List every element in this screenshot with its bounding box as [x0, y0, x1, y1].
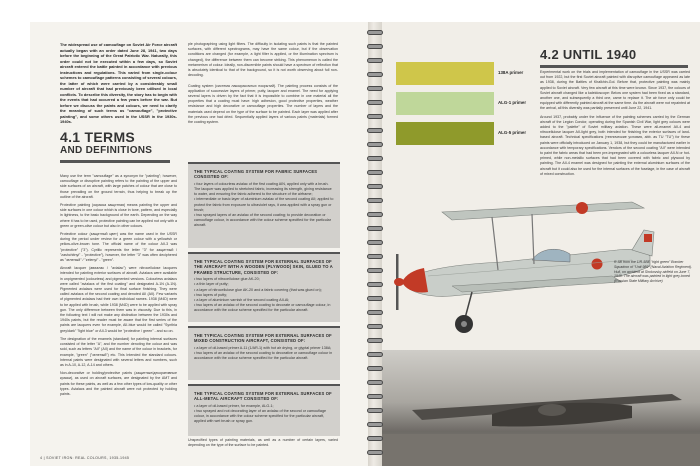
wing-strut — [492, 217, 498, 270]
coating-panel-wooden — [188, 252, 340, 322]
swatch-alg1 — [396, 92, 494, 115]
left-page — [30, 22, 368, 466]
left-column-body — [60, 174, 177, 459]
ring — [367, 128, 383, 133]
ring — [367, 436, 383, 441]
ring — [367, 282, 383, 287]
heading-line-1: 4.1 TERMS — [60, 129, 136, 145]
ring — [367, 268, 383, 273]
paragraph: Aircraft lacquer (авиалак / "avialac") were nitrocellulose lacquers intended for painting exterior surfaces of aircraft. Avialacs were available in unpigmented (colourless) and pigmented versions. Colourless avialacs were called "avialacs of the first coating" and designated A-1N (A-1N). Pigmented avialacs were used for final surface finishing. They were called avialacs of the second coating and denoted AII (AII). Few variants of pigmented avialacs had their own individual names. 1938 (M4D) were to be applied with brush, while 1938 (M4D) were to be applied with spray gun. The only difference between them was in viscosity. Due to this, in the following text I will not make any distinction between the 1930s and 1940s paints, but the reader must be aware that the first series of the paints are lacquers even for example, AII-blue would be called "Synthia grey/dark" "light blue" or AII-3 would be "protective / green" - and so on. — [60, 266, 177, 333]
photo-caption: R-5B from the 1/R-5BE "right green" Bomber Squadron of "Unit 989" (Naval Aviation Regiment). Hull, on accident at Shokovsky airfield on June 7, 1940. The aircraft was painted in light grey-toned (Russian State Military Archive) — [614, 260, 692, 284]
heading: 4.2 UNTIL 1940 — [540, 47, 637, 62]
right-page — [382, 22, 700, 466]
ring — [367, 184, 383, 189]
page-footer: 4 | SOVIET IRON: REAL COLOURS, 1935-1945 — [40, 456, 130, 460]
paragraph: Around 1937, probably under the influence of the painting schemes carried by the German aircraft of the Legion Condor, operating during the Spanish Civil War, light grey colours were added to the "palette" of Soviet military aviation. These were all-enamel AII-4 and nitrocellulose lacquer AII-light grey, both intended for finishing the exterior surfaces of land-based aircraft. Technical specifications (технические условия, abb. as TU "TU") for these paints were officially introduced on January 1, 1938, but they could be manufactured earlier in accordance with temporary specifications. Vendors of the second coating "AII" were intended to paint the fabric areas that had been pre-impregnated with a colourless lacquer AII-N or hot-primed, while non-metallic surfaces that had been covered with fabric and plywood by painting. The AII-4 enamel was designed for painting the external aluminium surfaces of the aircraft but it could also be used for the internal surfaces of the fuselage, in the case of aircraft of mixed construction. — [540, 114, 690, 176]
spinner — [394, 278, 404, 286]
ring — [367, 170, 383, 175]
ring — [367, 380, 383, 385]
swatch-alg5 — [396, 122, 494, 145]
fuselage-star — [592, 259, 603, 270]
ring — [367, 100, 383, 105]
coating-panel-fabric — [188, 162, 340, 248]
star-insignia — [576, 202, 588, 214]
ring — [367, 296, 383, 301]
panel-title: THE TYPICAL COATING SYSTEM FOR FABRIC SURFACES CONSISTED OF: — [194, 169, 318, 180]
paragraph: Many use the term "camouflage" as a synonym for "painting"; however, camouflage or disruptive painting refers to the painting of the upper and side surfaces of an aircraft, with large patches of colour that are close to those prevailing on the ground terrain, thus helping to break up the outline of the aircraft. — [60, 174, 177, 199]
ring — [367, 408, 383, 413]
heading-rule — [60, 160, 170, 163]
ring — [367, 366, 383, 371]
ring — [367, 114, 383, 119]
swatch-138a — [396, 62, 494, 85]
cockpit-canopy — [532, 249, 570, 262]
wing-strut — [532, 214, 534, 264]
heading-rule — [540, 65, 688, 68]
panel-title: THE TYPICAL COATING SYSTEM FOR EXTERNAL SURFACES OF MIXED CONSTRUCTION AIRCRAFT, CONSISTED OF: — [194, 333, 332, 344]
right-column-top-text: ple photographing using light filters. The difficulty in isolating such paints is that the painted surfaces, with different spectrograms, may have the same colour, but if the observation conditions are changed (for example, a light filter is applied, or the illumination spectrum is changed), the difference between them can become striking. This phenomenon is called the metamerism of colour. Ideally, non-discernible paints should have a spectrum of reflection that is absolutely identical to that of the background, so it is not worth observing about full non-decoding. Coating system (система лакокрасочных покрытий). The painting process consists of the application of successive layers of primer, putty, lacquer and enamel. The need for applying several layers is driven by the fact that it is impossible to combine in one material all the properties that a coating must have: high adhesion, good protective properties, weather resistance and high decorative or camouflage properties. The number of layers and the materials used depend on the type of the surface to be painted. Each layer was applied after the previous one had dried. Sequentially applied layers of various paints (materials) formed the coating system. — [188, 42, 338, 125]
ring — [367, 72, 383, 77]
ring — [367, 422, 383, 427]
ring — [367, 450, 383, 455]
ring — [367, 310, 383, 315]
ring — [367, 198, 383, 203]
wheel-hub — [461, 321, 467, 327]
panel-body: • a layer of oil-based primer, for example, ALG-1; • two sprayed and not decorating layer of an avialac of the second or camouflage colour, in accordance with the colour scheme specified for the particular aircraft, applied with wet brush or spray gun. — [194, 403, 327, 424]
fuselage-shape — [402, 249, 650, 296]
paragraph: Protective colour (защитный цвет) was the name used in the USSR during the period under review for a green colour with a yellowish or yellow-olive-brown tone. The official name of the colour AII-3 was "protective" ("3"). Cyrillic represents the letter "3" for защитный / "zashchitnyi" - "protective"), however, the letter "3" was often deciphered as "зеленый" / "zelenyi" - "green". — [60, 232, 177, 263]
ring — [367, 142, 383, 147]
heading-line-2: AND DEFINITIONS — [60, 145, 153, 156]
photo-ground — [382, 434, 700, 466]
section-heading-1940 — [540, 48, 690, 68]
ring — [367, 44, 383, 49]
swatch-label: ALG-1 primer — [498, 100, 527, 105]
photo-engine — [538, 404, 566, 416]
ring — [367, 338, 383, 343]
ring — [367, 254, 383, 259]
ring — [367, 212, 383, 217]
paragraph: The designation of the enamels (standard) for painting internal surfaces consisted of the letter "A", and the number denoting the colour and was sold, such as letters "AII" (AII) and the name of the colour in brackets, for example, "green" ("зеленый") etc. This Intended the standard colours. Internal paints were designated with several letters and numbers, such as in A-10, A-12, A-14 and others. — [60, 336, 177, 367]
ring — [367, 58, 383, 63]
panel-title: THE TYPICAL COATING SYSTEM FOR EXTERNAL SURFACES OF THE AIRCRAFT WITH A WOODEN (PLYWOOD) SKIN, GLUED TO A FRAMED STRUCTURE, CONSISTED OF: — [194, 259, 333, 275]
swatch-label: 138A primer — [498, 70, 524, 75]
intro-paragraph: The widespread use of camouflage on Soviet Air Force aircraft actually began with an order dated June 28, 1941, two days before the beginning of the Great Patriotic War. Naturally, this order could not be executed within a few days, so Soviet aircraft entered the battle painted in accordance with previous instructions and regulations. This varied from single-colour schemes to camouflage patterns consisting of several colours, the latter of which were carried by a considerably small number of aircraft that had previously been utilised in local conflicts. To describe this diversity, the story has to begin with the events that had occurred a few years before the war. But before we discuss the paints and colours, we need to clarify the meaning of such terms as "camouflage", "protective painting", and some others used in the USSR in the 1930s-1940s. — [60, 42, 177, 124]
coating-panel-metal — [188, 384, 340, 436]
right-column-bottom-text: Unspecified types of painting materials, as well as a number of certain layers, varied depending on the type of the surface to be painted. — [188, 438, 338, 448]
ring — [367, 226, 383, 231]
ring — [367, 240, 383, 245]
panel-body: • four layers of colourless avialac of the first coating AIN, applied only with a brush. The lacquer was applied to stretched fabric, increasing its strength, giving resistance to water, and ensuring the fabric adhered to the structure of the airframe; • intermediate or basic layer of aluminium avialac of the second coating AII; applied to protect the fabric from exposure to ultraviolet rays, it was applied with a spray gun or brush; • two sprayed layers of an avialac of the second coating; to provide decoration or camouflage colour, in accordance with the colour scheme specified for the particular aircraft. — [194, 181, 334, 228]
paragraph: Experimental work on the trials and implementation of camouflage in the USSR was carried out from 1922, but the first Soviet aircraft painted with disruptive camouflage appeared as late as 1938, during the Battles of Khalkhin-Gol. Before that, protective painting was mainly applied to Soviet aircraft. Very few aircraft at this time were known. Since 1937, the colours of Soviet aircraft changed like a kaleidoscope: Below one system had been fixed as a standard, another one, and subsequently a third one, came to replace it. The air force only could be equipped with differently painted aircraft at the same time. As the aircraft were not repainted at the arrival, all this diversity was partially preserved until June 22, 1941. — [540, 70, 690, 111]
coating-panel-mixed — [188, 326, 340, 380]
panel-body: • two layers of nitrocellulose glue AK-20; • a thin layer of putty; • a layer of nitrocellulose glue AK-20 and a fabric covering (that was glued on); • two layers of putty; • a layer of aluminium varnish of the second coating AII-Al; • two layers of an avialac of the second coating to decorate or camouflage colour, in accordance with the colour scheme specified for the particular aircraft. — [194, 277, 331, 313]
section-heading-terms — [60, 130, 177, 163]
ring — [367, 324, 383, 329]
ring — [367, 394, 383, 399]
historical-photo — [382, 350, 700, 466]
ring — [367, 86, 383, 91]
swatch-label: ALG-5 primer — [498, 130, 527, 135]
ring — [367, 156, 383, 161]
panel-title: THE TYPICAL COATING SYSTEM FOR EXTERNAL SURFACES OF ALL-METAL AIRCRAFT CONSISTED OF: — [194, 391, 332, 402]
panel-body: • a layer of oil-based primer A-11 (1/AR-1) with hot air drying, or glyptal primer 138A; • two layers of an avialac of the second coating to decorative or camouflage colour in accordance with the colour scheme specified for the particular aircraft. — [194, 345, 333, 361]
paragraph: Non-decorative or holding/protective paints (защитные/декоративные краски), as used on aircraft surfaces, are designated by the AMT and paints for these paints, as well as a few other types of low-quality or other types. Avialacs and the painted aircraft were not protected by holding paints. — [60, 371, 177, 396]
nose-cowling — [402, 268, 428, 293]
upper-wing — [442, 202, 644, 220]
tail-star — [644, 234, 652, 242]
ring — [367, 352, 383, 357]
ring — [367, 30, 383, 35]
paragraph: Protective painting (окраска защитная) means painting the upper and side surfaces in one colour which is close in tone, pattern, and especially in lightness, to the basic background of the earth. Depending on the way where it has to be used, protective painting can be applied not only with a green or green-olive colour but also in other colours. — [60, 203, 177, 228]
book-spread — [30, 22, 700, 466]
photo-aircraft-silhouette — [382, 350, 700, 466]
